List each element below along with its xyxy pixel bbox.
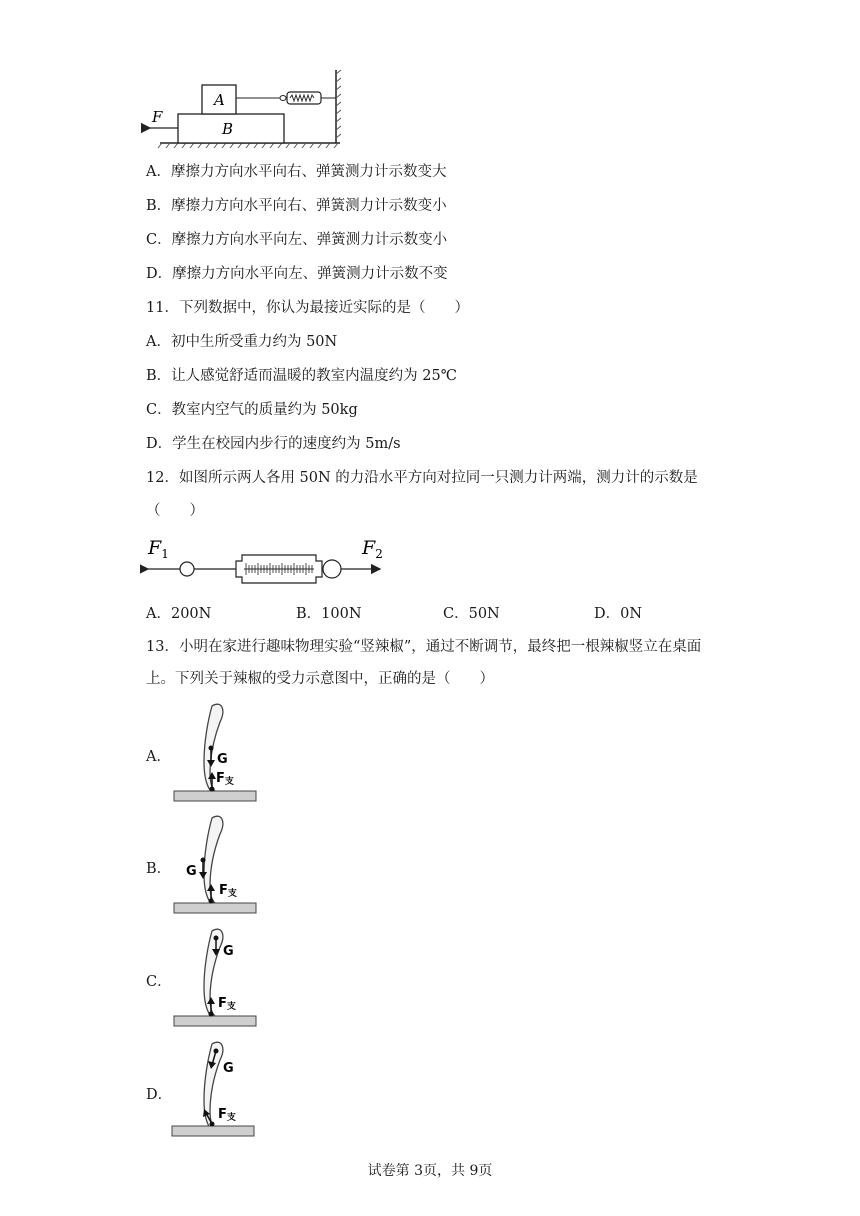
q10-option-a: A．摩擦力方向水平向右、弹簧测力计示数变大	[146, 164, 447, 180]
svg-text:G: G	[217, 752, 228, 767]
q11-option-b: B．让人感觉舒适而温暖的教室内温度约为 25℃	[146, 368, 457, 384]
q13-option-c-label: C．	[146, 974, 172, 990]
f1-label: $F_1$	[148, 537, 169, 561]
block-b-label: B	[222, 120, 234, 138]
svg-text:F支: F支	[218, 996, 236, 1012]
q11-option-d: D．学生在校园内步行的速度约为 5m/s	[146, 436, 401, 452]
force-f-label: F	[152, 108, 163, 126]
f2-label: $F_2$	[362, 537, 383, 561]
svg-text:G: G	[186, 864, 197, 879]
q12-option-b: B．100N	[296, 606, 362, 622]
pepper-diagram-a	[170, 700, 260, 804]
svg-text:G: G	[223, 944, 234, 959]
q13-option-b-label: B．	[146, 861, 172, 877]
q12-figure	[140, 532, 390, 588]
q10-option-c: C．摩擦力方向水平向左、弹簧测力计示数变小	[146, 232, 448, 248]
pepper-diagram-d	[170, 1038, 260, 1142]
q12-option-a: A．200N	[146, 606, 212, 622]
q10-option-b: B．摩擦力方向水平向右、弹簧测力计示数变小	[146, 198, 447, 214]
q13-option-d-label: D．	[146, 1087, 173, 1103]
q10-figure	[140, 70, 360, 150]
q11-option-c: C．教室内空气的质量约为 50kg	[146, 402, 358, 418]
svg-text:F支: F支	[216, 771, 234, 787]
q13-option-a-label: A．	[146, 749, 171, 765]
page-footer: 试卷第 3页，共 9页	[367, 1163, 493, 1179]
svg-text:F支: F支	[218, 1107, 236, 1123]
pepper-diagram-c	[170, 925, 260, 1029]
block-a-label: A	[214, 91, 225, 109]
q12-stem-line2: （ ）	[146, 503, 204, 519]
svg-text:F支: F支	[219, 883, 237, 899]
q12-option-d: D．0N	[594, 606, 643, 622]
q13-stem-line1: 13．小明在家进行趣味物理实验“竖辣椒”，通过不断调节，最终把一根辣椒竖立在桌面	[146, 639, 702, 655]
q12-options	[146, 602, 706, 622]
pepper-diagram-b	[170, 812, 260, 916]
svg-text:G: G	[223, 1061, 234, 1076]
q10-option-d: D．摩擦力方向水平向左、弹簧测力计示数不变	[146, 266, 448, 282]
q13-stem-line2: 上。下列关于辣椒的受力示意图中，正确的是（ ）	[146, 671, 494, 687]
q11-stem: 11．下列数据中，你认为最接近实际的是（ ）	[146, 300, 469, 316]
q11-option-a: A．初中生所受重力约为 50N	[146, 334, 338, 350]
q12-stem-line1: 12．如图所示两人各用 50N 的力沿水平方向对拉同一只测力计两端，测力计的示数是	[146, 470, 698, 486]
q12-option-c: C．50N	[443, 606, 500, 622]
